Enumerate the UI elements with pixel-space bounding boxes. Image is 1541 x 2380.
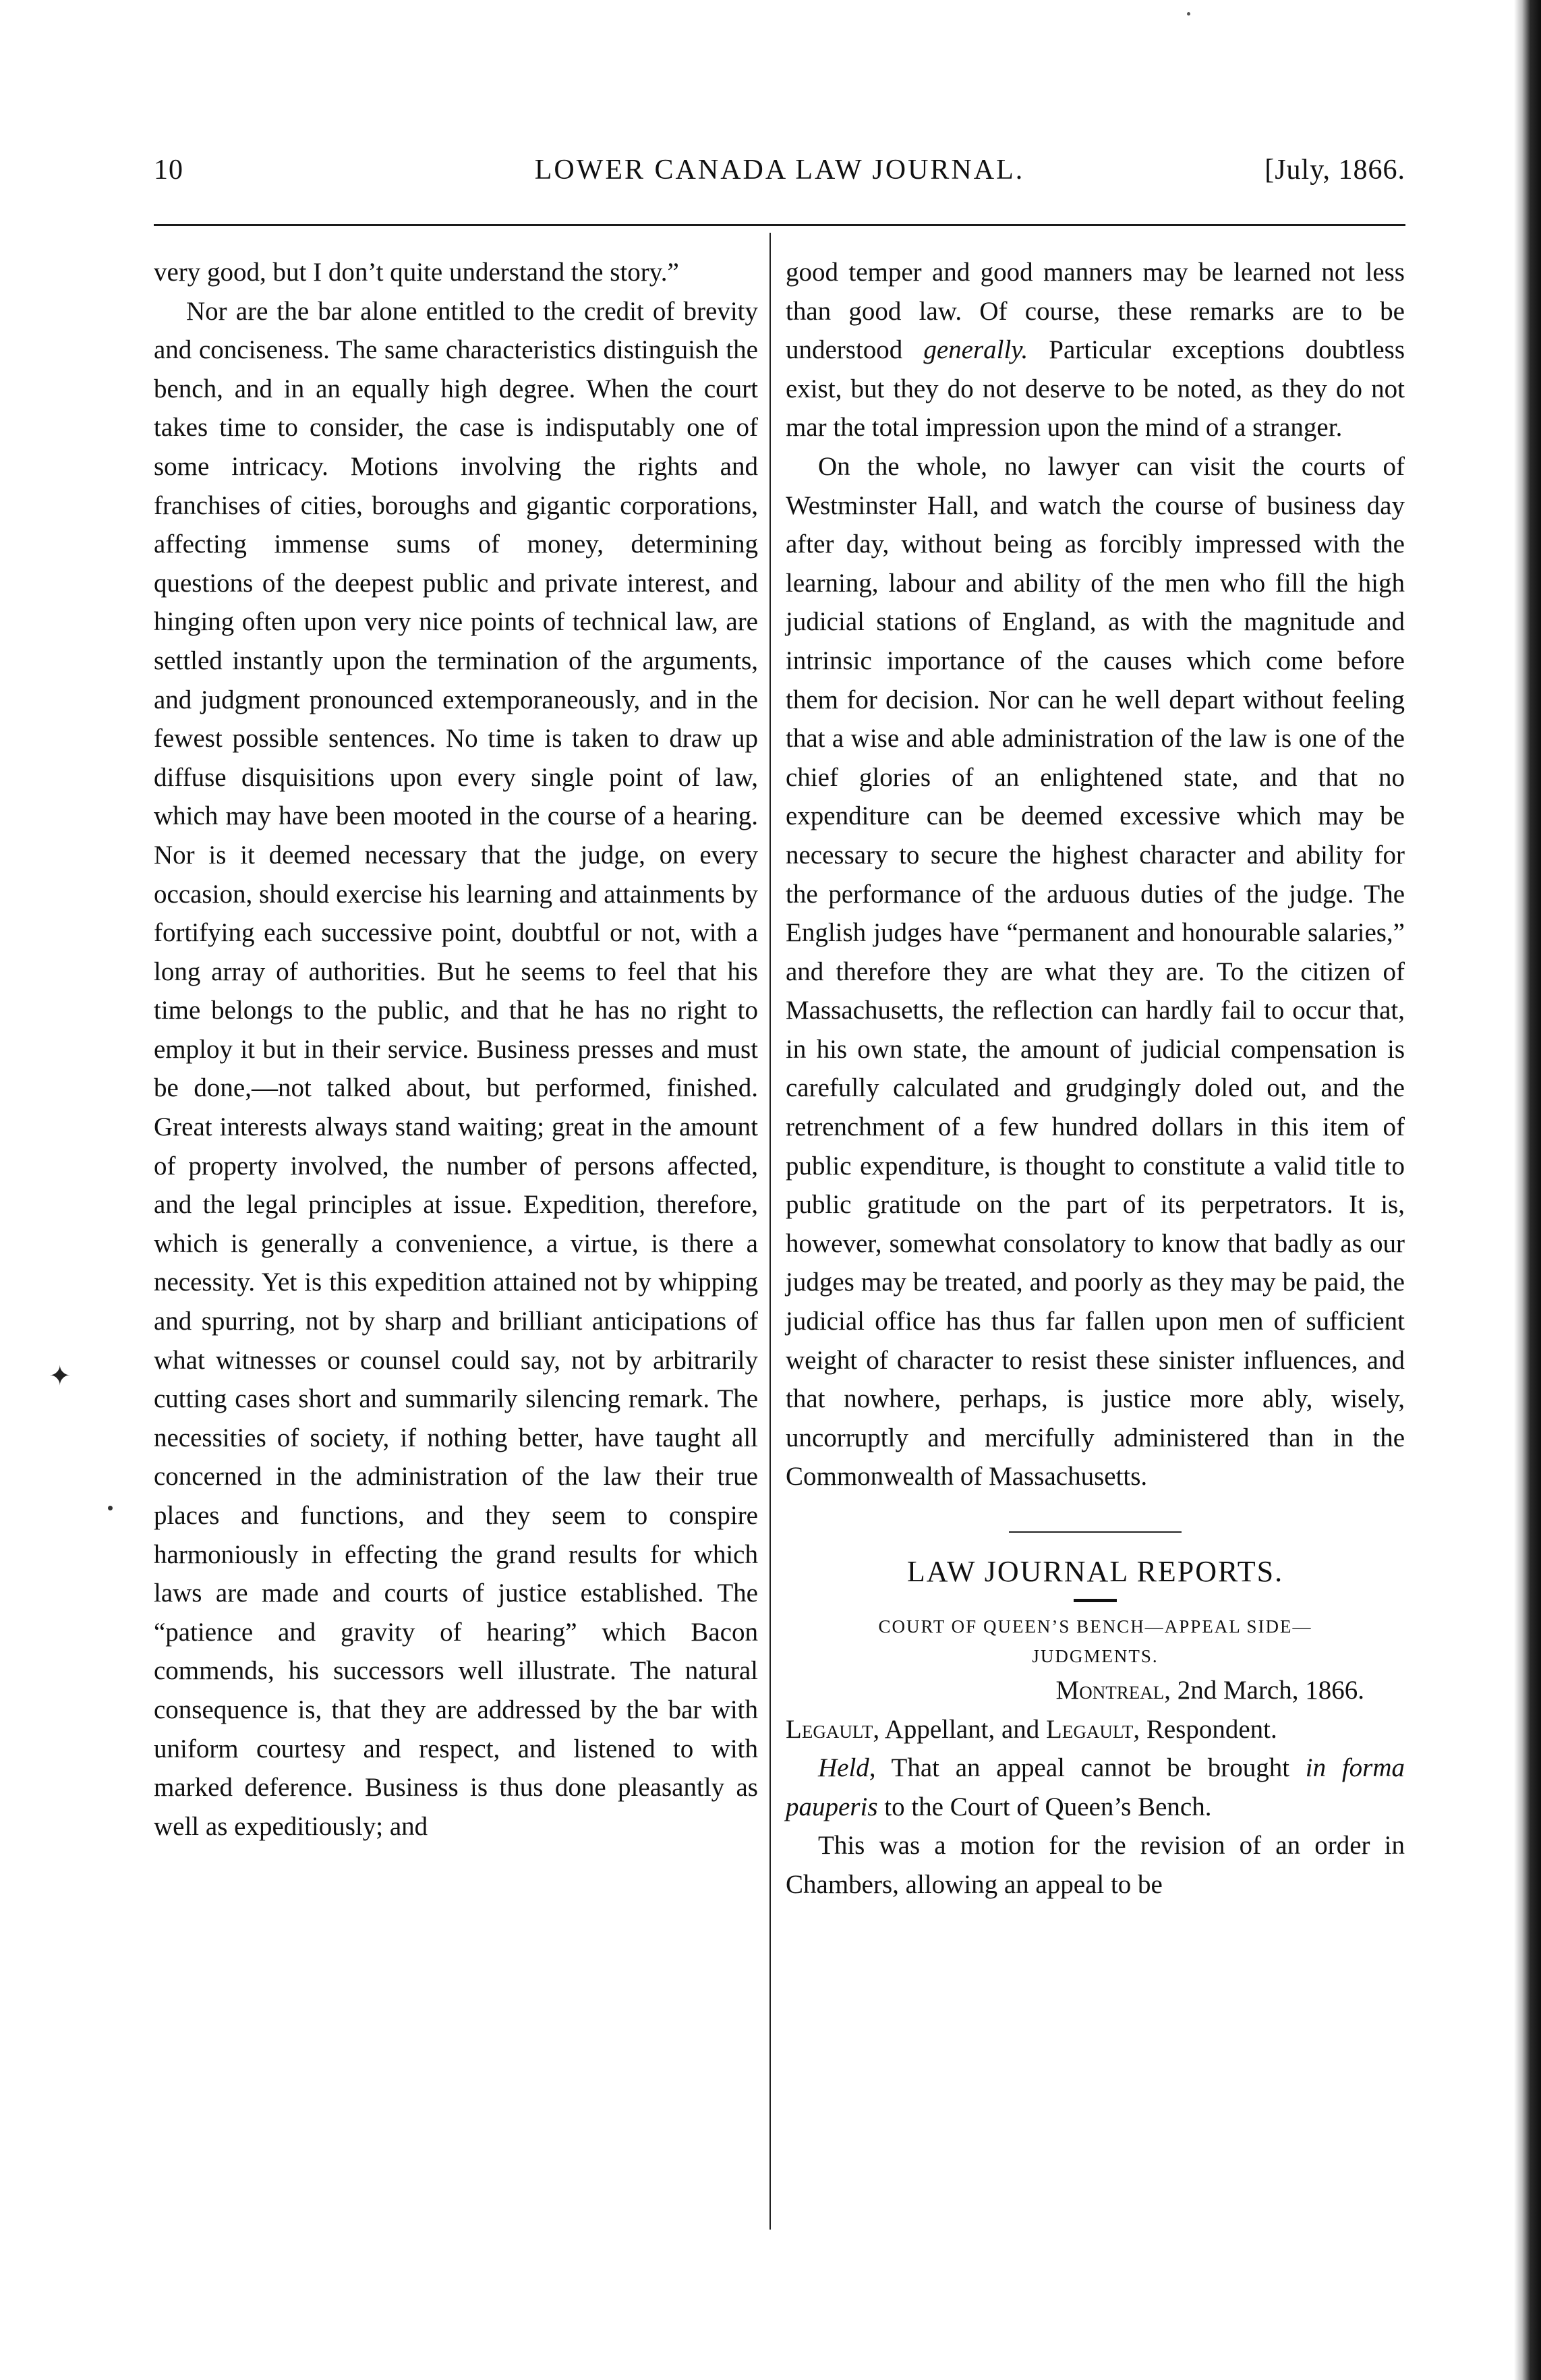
margin-dot bbox=[108, 1506, 113, 1510]
page-number: 10 bbox=[154, 154, 183, 186]
case-dateline bbox=[786, 1671, 1405, 1710]
right-column bbox=[786, 253, 1405, 1904]
emphasis: in forma pauperis bbox=[786, 1753, 1405, 1821]
left-column bbox=[154, 253, 758, 1846]
emphasis: generally. bbox=[923, 335, 1028, 365]
paragraph: This was a motion for the revision of an order in Chambers, allowing an appeal to be bbox=[786, 1831, 1405, 1899]
dateline-city: Montreal, bbox=[1055, 1676, 1171, 1705]
section-rule bbox=[1009, 1531, 1182, 1533]
paragraph: Nor are the bar alone entitled to the credit of brevity and conciseness. The same characteristics distinguish the bench, and in an equally high degree. When the court takes time to consider, the case is indisputably one of some intricacy. Motions involving the rights and franchises of cities, boroughs and gigantic corporations, affecting immense sums of money, determining questions of the deepest public and private interest, and hinging often upon very nice points of technical law, are settled instantly upon the termination of the arguments, and judgment pronounced extemporaneously, and in the fewest possible sentences. No time is taken to draw up diffuse disquisitions upon every single point of law, which may have been mooted in the course of a hearing. Nor is it deemed necessary that the judge, on every occasion, should exercise his learning and attainments by fortifying each successive point, doubtful or not, with a long array of authorities. But he seems to feel that his time belongs to the public, and that he has no right to employ it but in their service. Business presses and must be done,—not talked about, but performed, finished. Great interests always stand waiting; great in the amount of property involved, the number of persons affected, and the legal principles at issue. Expedition, therefore, which is generally a convenience, a virtue, is there a necessity. Yet is this expedition attained not by whipping and spurring, not by sharp and brilliant anticipations of what witnesses or counsel could say, not by arbitrarily cutting cases short and summarily silencing remark. The necessities of society, if nothing better, have taught all concerned in the administration of the law their true places and functions, and they seem to conspire harmoniously in effecting the grand results for which laws are made and courts of justice established. The “patience and gravity of hearing” which Bacon commends, his successors well illustrate. The natural consequence is, that they are addressed by the bar with uniform courtesy and respect, and listened to with marked deference. Business is thus done pleasantly as well as expeditiously; and bbox=[154, 296, 758, 1841]
respondent-name: Legault, bbox=[1046, 1714, 1140, 1744]
paragraph: very good, but I don’t quite understand the story.” bbox=[154, 258, 679, 287]
appellant-name: Legault, bbox=[786, 1714, 880, 1744]
scan-speck bbox=[1187, 12, 1190, 16]
case-parties bbox=[786, 1710, 1405, 1749]
court-heading-continued: JUDGMENTS. bbox=[1032, 1646, 1159, 1666]
paragraph bbox=[786, 253, 1405, 447]
column-divider bbox=[769, 233, 771, 2230]
text-run: Respondent. bbox=[1140, 1714, 1277, 1744]
running-header bbox=[154, 154, 1405, 194]
margin-ink-mark: ✦ bbox=[49, 1361, 71, 1391]
dateline-date: 2nd March, 1866. bbox=[1170, 1676, 1364, 1705]
text-run: good temper and good manners may be learned not less than good law. Of course, these remarks are to be understood bbox=[786, 258, 1405, 365]
text-run: to the Court of Queen’s Bench. bbox=[877, 1792, 1212, 1821]
text-run: Appellant, and bbox=[879, 1714, 1047, 1744]
binding-edge-shadow bbox=[1514, 0, 1541, 2380]
paragraph: On the whole, no lawyer can visit the courts of Westminster Hall, and watch the course of business day after day, without being as forcibly impressed with the learning, labour and ability of the men who fill the high judicial stations of England, as with the magnitude and intrinsic importance of the causes which come before them for decision. Nor can he well depart without feeling that a wise and able administration of the law is one of the chief glories of an enlightened state, and that no expenditure can be deemed excessive which may be necessary to secure the highest character and ability for the performance of the arduous duties of the judge. The English judges have “permanent and honourable salaries,” and therefore they are what they are. To the citizen of Massachusetts, the reflection can hardly fail to occur that, in his own state, the amount of judicial compensation is carefully calculated and grudgingly doled out, and the retrenchment of a few hundred dollars in this item of public expenditure, is thought to constitute a valid title to public gratitude on the part of its perpetrators. It is, however, somewhat consolatory to know that badly as our judges may be treated, and poorly as they may be paid, the judicial office has thus far fallen upon men of sufficient weight of character to resist these sinister influences, and that nowhere, perhaps, is justice more ably, wisely, uncorruptly and mercifully administered than in the Commonwealth of Massachusetts. bbox=[786, 451, 1405, 1492]
issue-date: [July, 1866. bbox=[1264, 154, 1405, 186]
headnote bbox=[786, 1749, 1405, 1826]
text-run: That an appeal cannot be brought bbox=[875, 1753, 1306, 1783]
journal-title: LOWER CANADA LAW JOURNAL. bbox=[534, 154, 1025, 186]
header-rule bbox=[154, 224, 1405, 226]
court-heading: COURT OF QUEEN’S BENCH—APPEAL SIDE— bbox=[878, 1616, 1312, 1637]
held-label: Held, bbox=[818, 1753, 876, 1783]
short-rule bbox=[1074, 1599, 1117, 1602]
text-run: Particular exceptions doubtless exist, but they do not deserve to be noted, as they do not mar the total impression upon the mind of a stranger. bbox=[786, 335, 1405, 443]
section-title: LAW JOURNAL REPORTS. bbox=[906, 1555, 1284, 1588]
